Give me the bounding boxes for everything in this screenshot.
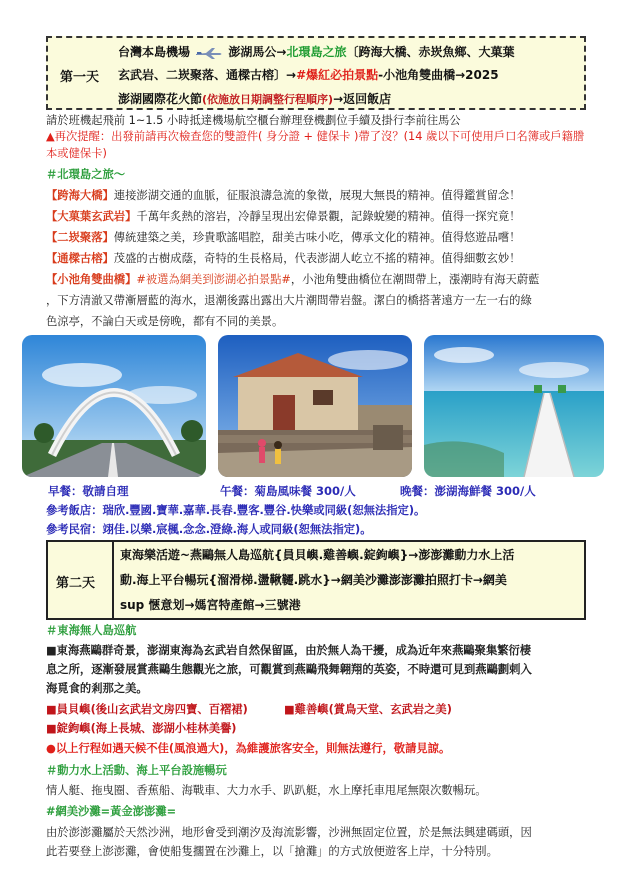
weather-note: ●以上行程如遇天候不佳(風浪過大)，為維護旅客安全，則無法遵行，敬請見諒。 [46, 742, 451, 755]
day2-divider [112, 542, 114, 618]
day1-line1: 台灣本島機場 澎湖馬公→北環島之旅〔跨海大橋、赤崁魚鄉、大菓葉 [118, 45, 515, 59]
reference-bnb: 參考民宿：翊佳.以樂.宸楓.念念.澄綠.海人或同級(恕無法指定)。 [46, 523, 372, 536]
spot-1: 【跨海大橋】連接澎湖交通的血脈，征服浪濤急流的象徵，展現大無畏的精神。值得鑑賞留念！ [46, 189, 521, 202]
section-north-ring-title: ＃北環島之旅～ [46, 168, 126, 181]
island-dinggou: ■錠鉤嶼(海上長城、澎湖小桂林美譽) [46, 722, 237, 735]
spot-2: 【大菓葉玄武岩】千萬年炙熱的溶岩，冷靜呈現出宏偉景觀，記錄蛻變的精神。值得一探究竟！ [46, 210, 521, 223]
day2-line1: 東海樂活遊~燕鷗無人島巡航{員貝嶼.雞善嶼.錠鉤嶼}→澎澎灘動力水上活 [120, 548, 515, 562]
breakfast-info: 早餐：敬請自理 [48, 484, 129, 498]
bridge-paragraph-2: ，下方清澈又帶漸層藍的海水，退潮後露出露出大片潮間帶岩盤。潔白的橋搭著遠方一左一右的綠 [46, 294, 532, 307]
east-sea-para-2: 息之所，逐漸發展賞燕鷗生態觀光之旅，可觀賞到燕鷗飛舞翱翔的英姿，不時還可見到燕鷗劃剌入 [46, 663, 532, 676]
day2-itinerary-box [46, 540, 586, 620]
east-sea-para-1: ■東海燕鷗群奇景，澎湖東海為玄武岩自然保留區，由於無人為干擾，成為近年來燕鷗聚集繁衍棲 [46, 644, 532, 657]
beach-para-2: 此若要登上澎澎灘，會使船隻擱置在沙灘上，以「搶灘」的方式放便遊客上岸，十分特別。 [46, 845, 498, 858]
section-water-activities-title: ＃動力水上活動、海上平台設施暢玩 [46, 764, 227, 777]
day2-line3: sup 愜意划→媽宮特產館→三號港 [120, 598, 301, 612]
day1-line3: 澎湖國際花火節(依施放日期調整行程順序)→返回飯店 [118, 92, 392, 106]
pier-bridge-photo [424, 335, 604, 477]
airplane-icon [194, 46, 224, 60]
day2-label: 第二天 [56, 576, 96, 591]
bridge-paragraph-3: 色涼亭，不論白天或是傍晚，都有不同的美景。 [46, 315, 284, 328]
day2-line2: 動.海上平台暢玩{溜滑梯.盪鞦韆.跳水}→網美沙灘澎澎灘拍照打卡→網美 [120, 573, 507, 587]
spot-4: 【通樑古榕】茂盛的古樹成蔭，奇特的生長格局，代表澎湖人屹立不搖的精神。值得細數玄妙！ [46, 252, 521, 265]
island-yuanbei: ■員貝嶼(後山玄武岩文房四寶、百褶裙) [46, 703, 248, 716]
section-east-sea-title: ＃東海無人島巡航 [46, 624, 137, 637]
reference-hotels: 參考飯店：瑞欣.豐國.寶華.嘉華.長春.豐客.豐谷.快樂或同級(恕無法指定)。 [46, 504, 426, 517]
day1-itinerary-box [46, 36, 586, 110]
east-sea-para-3: 海覓食的剎那之美。 [46, 682, 148, 695]
arch-bridge-photo [22, 335, 206, 477]
dinner-info: 晚餐：澎湖海鮮餐 300/人 [400, 484, 536, 498]
origin-airport: 台灣本島機場 [118, 45, 191, 59]
bridge-paragraph: 【小池角雙曲橋】#被選為網美到澎湖必拍景點#，小池角雙曲橋位在潮間帶上，漲潮時有海天蔚藍 [46, 273, 540, 286]
spot-3: 【二崁聚落】傳統建築之美，珍貴歌謠唱腔，甜美古味小吃，傳承文化的精神。值得悠遊品嚐！ [46, 231, 521, 244]
lunch-info: 午餐：菊島風味餐 300/人 [220, 484, 356, 498]
day1-line2: 玄武岩、二崁聚落、通樑古榕〕→#爆紅必拍景點-小池角雙曲橋→2025 [118, 68, 499, 82]
id-reminder: ▲再次提醒：出發前請再次檢查您的雙證件( 身分證 + 健保卡 )帶了沒？(14 歲以下可使用戶口名簿或戶籍謄本或健保卡) [46, 130, 585, 160]
water-activities-list: 情人艇、拖曳圈、香蕉船、海戰車、大力水手、趴趴艇，水上摩托車甩尾無限次數暢玩。 [46, 784, 487, 797]
beach-para-1: 由於澎澎灘屬於天然沙洲，地形會受到潮汐及海流影響，沙洲無固定位置，於是無法興建碼頭，因 [46, 826, 532, 839]
stone-village-photo [218, 335, 412, 477]
flight-note: 請於班機起飛前 1~1.5 小時抵達機場航空櫃台辦理登機劃位手續及掛行李前往馬公 [46, 114, 461, 127]
island-jishan: ■雞善嶼(賞鳥天堂、玄武岩之美) [284, 703, 452, 716]
day1-label: 第一天 [60, 70, 100, 85]
section-beach-title: #網美沙灘=黃金澎澎灘= [46, 805, 177, 818]
